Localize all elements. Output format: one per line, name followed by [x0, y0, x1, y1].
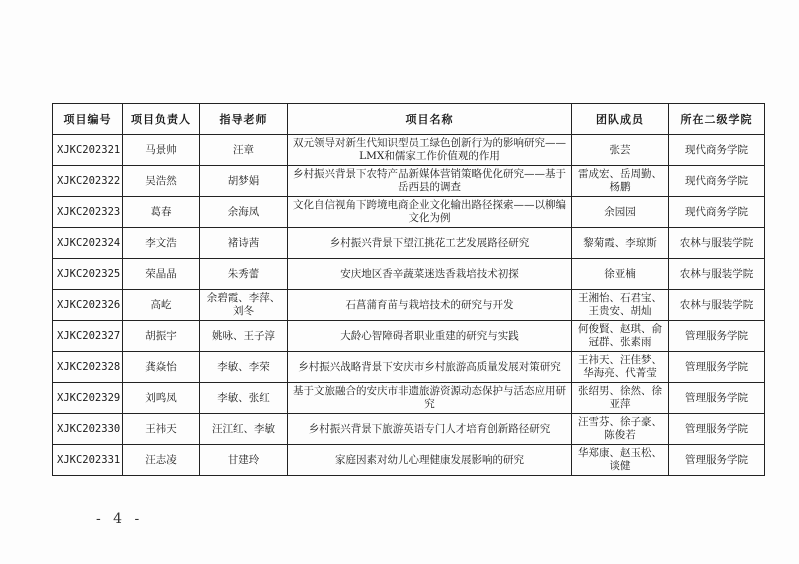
project-name: 乡村振兴背景下旅游英语专门人才培育创新路径研究 [288, 414, 572, 445]
project-code: XJKC202329 [53, 383, 123, 414]
project-name: 文化自信视角下跨境电商企业文化输出路径探索——以柳编文化为例 [288, 197, 572, 228]
project-members: 黎菊霞、李琼斯 [572, 228, 669, 259]
project-leader: 葛春 [123, 197, 200, 228]
project-leader: 王祎天 [123, 414, 200, 445]
table-row [53, 166, 765, 197]
project-members: 汪雪芬、徐子豪、陈俊若 [572, 414, 669, 445]
header-project-name: 项目名称 [288, 104, 572, 135]
project-code: XJKC202325 [53, 259, 123, 290]
project-advisor: 朱秀蕾 [200, 259, 288, 290]
project-advisor: 余碧霞、李萍、刘冬 [200, 290, 288, 321]
project-college: 管理服务学院 [669, 321, 765, 352]
project-code: XJKC202326 [53, 290, 123, 321]
project-code: XJKC202323 [53, 197, 123, 228]
header-college: 所在二级学院 [669, 104, 765, 135]
header-members: 团队成员 [572, 104, 669, 135]
table-row [53, 228, 765, 259]
project-code: XJKC202330 [53, 414, 123, 445]
project-code: XJKC202328 [53, 352, 123, 383]
project-leader: 胡振宇 [123, 321, 200, 352]
project-members: 何俊賢、赵琪、俞冠群、张素雨 [572, 321, 669, 352]
table-row [53, 352, 765, 383]
project-leader: 高屹 [123, 290, 200, 321]
project-advisor: 李敏、李荣 [200, 352, 288, 383]
project-college: 农林与服装学院 [669, 228, 765, 259]
project-members: 张芸 [572, 135, 669, 166]
project-advisor: 汪江红、李敏 [200, 414, 288, 445]
project-name: 双元领导对新生代知识型员工绿色创新行为的影响研究——LMX和儒家工作价值观的作用 [288, 135, 572, 166]
table-row [53, 259, 765, 290]
project-code: XJKC202322 [53, 166, 123, 197]
project-members: 华郑康、赵玉松、谈健 [572, 445, 669, 476]
project-members: 王祎天、汪佳梦、华海亮、代菁莹 [572, 352, 669, 383]
project-name: 乡村振兴背景下农特产品新媒体营销策略优化研究——基于岳西县的调查 [288, 166, 572, 197]
table-row [53, 383, 765, 414]
project-leader: 李文浩 [123, 228, 200, 259]
project-college: 管理服务学院 [669, 383, 765, 414]
project-name: 乡村振兴战略背景下安庆市乡村旅游高质量发展对策研究 [288, 352, 572, 383]
project-advisor: 胡梦娟 [200, 166, 288, 197]
project-code: XJKC202327 [53, 321, 123, 352]
project-college: 现代商务学院 [669, 135, 765, 166]
project-name: 安庆地区香辛蔬菜迷迭香栽培技术初探 [288, 259, 572, 290]
project-code: XJKC202321 [53, 135, 123, 166]
project-college: 现代商务学院 [669, 166, 765, 197]
project-members: 余园园 [572, 197, 669, 228]
table-header-row [53, 104, 765, 135]
table-row [53, 290, 765, 321]
header-leader: 项目负责人 [123, 104, 200, 135]
project-code: XJKC202331 [53, 445, 123, 476]
project-name: 基于文旅融合的安庆市非遗旅游资源动态保护与活态应用研究 [288, 383, 572, 414]
project-leader: 马景帅 [123, 135, 200, 166]
header-code: 项目编号 [53, 104, 123, 135]
project-leader: 刘鸣凤 [123, 383, 200, 414]
project-college: 农林与服装学院 [669, 259, 765, 290]
project-advisor: 李敏、张红 [200, 383, 288, 414]
project-college: 现代商务学院 [669, 197, 765, 228]
project-members: 徐亚楠 [572, 259, 669, 290]
project-name: 家庭因素对幼儿心理健康发展影响的研究 [288, 445, 572, 476]
project-advisor: 汪章 [200, 135, 288, 166]
header-advisor: 指导老师 [200, 104, 288, 135]
project-name: 大龄心智障碍者职业重建的研究与实践 [288, 321, 572, 352]
project-name: 乡村振兴背景下望江挑花工艺发展路径研究 [288, 228, 572, 259]
project-table [52, 103, 765, 476]
project-code: XJKC202324 [53, 228, 123, 259]
table-row [53, 445, 765, 476]
project-members: 雷成宏、岳周勤、杨鹏 [572, 166, 669, 197]
project-advisor: 褚诗茜 [200, 228, 288, 259]
project-advisor: 余海凤 [200, 197, 288, 228]
project-leader: 荣晶晶 [123, 259, 200, 290]
project-college: 管理服务学院 [669, 445, 765, 476]
project-college: 管理服务学院 [669, 414, 765, 445]
project-advisor: 姚咏、王子淳 [200, 321, 288, 352]
project-name: 石菖蒲育苗与栽培技术的研究与开发 [288, 290, 572, 321]
project-advisor: 甘建玲 [200, 445, 288, 476]
project-leader: 吴浩然 [123, 166, 200, 197]
table-row [53, 414, 765, 445]
table-row [53, 197, 765, 228]
project-leader: 龚焱怡 [123, 352, 200, 383]
table-row [53, 321, 765, 352]
project-members: 张绍男、徐然、徐亚萍 [572, 383, 669, 414]
project-leader: 汪志凌 [123, 445, 200, 476]
project-college: 农林与服装学院 [669, 290, 765, 321]
table-row [53, 135, 765, 166]
page-number: - 4 - [96, 511, 144, 527]
project-members: 王湘怡、石君宝、王贵安、胡灿 [572, 290, 669, 321]
project-college: 管理服务学院 [669, 352, 765, 383]
